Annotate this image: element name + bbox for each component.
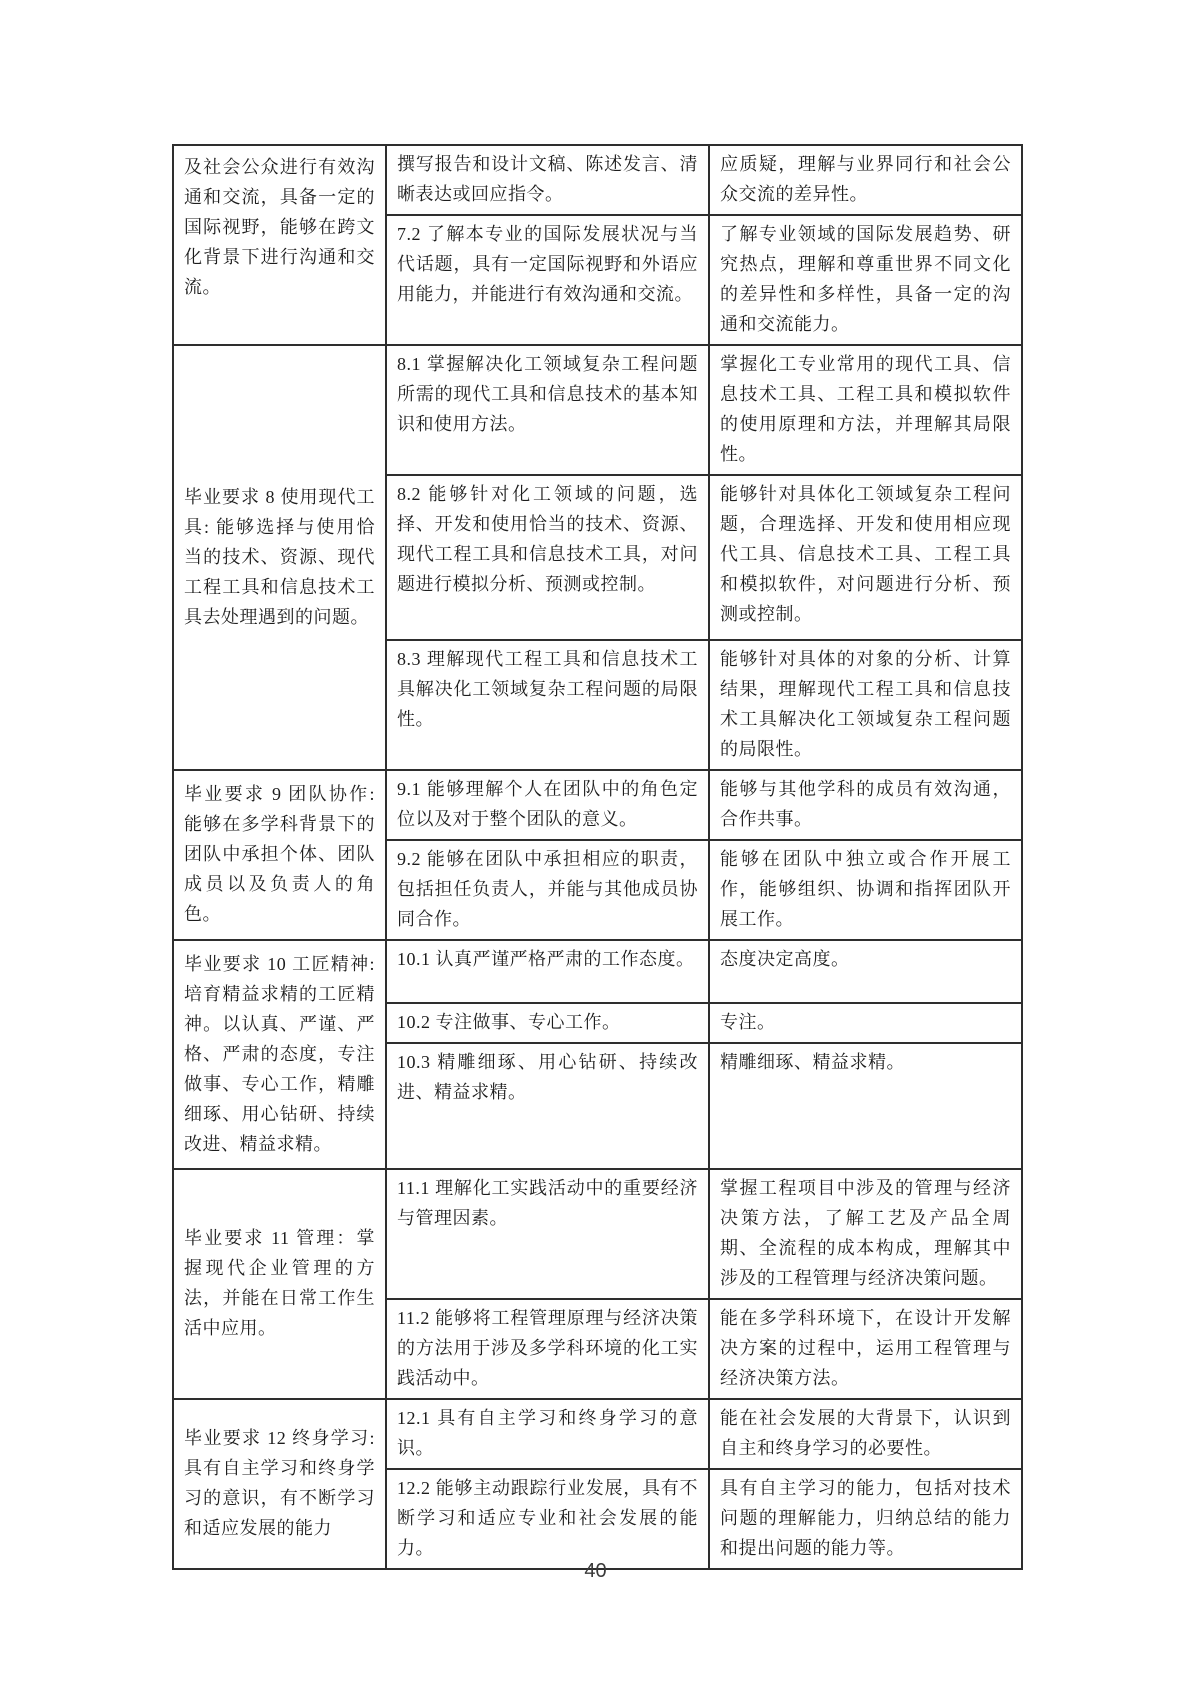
requirement-cell: 毕业要求 9 团队协作: 能够在多学科背景下的团队中承担个体、团队成员以及负责人的角色。 xyxy=(173,770,386,940)
requirement-cell: 及社会公众进行有效沟通和交流，具备一定的国际视野，能够在跨文化背景下进行沟通和交流。 xyxy=(173,145,386,345)
requirement-cell: 毕业要求 10 工匠精神: 培育精益求精的工匠精神。以认真、严谨、严格、严肃的态度，专注做事、专心工作，精雕细琢、用心钻研、持续改进、精益求精。 xyxy=(173,940,386,1169)
standard-cell: 能够在团队中独立或合作开展工作，能够组织、协调和指挥团队开展工作。 xyxy=(709,840,1022,940)
requirement-cell: 毕业要求 8 使用现代工具: 能够选择与使用恰当的技术、资源、现代工程工具和信息技术工具去处理遇到的问题。 xyxy=(173,345,386,770)
indicator-cell: 9.2 能够在团队中承担相应的职责，包括担任负责人，并能与其他成员协同合作。 xyxy=(386,840,709,940)
requirement-cell: 毕业要求 11 管理：掌握现代企业管理的方法，并能在日常工作生活中应用。 xyxy=(173,1169,386,1399)
requirement-cell: 毕业要求 12 终身学习: 具有自主学习和终身学习的意识，有不断学习和适应发展的能力 xyxy=(173,1399,386,1569)
standard-cell: 能够针对具体化工领域复杂工程问题，合理选择、开发和使用相应现代工具、信息技术工具、工程工具和模拟软件，对问题进行分析、预测或控制。 xyxy=(709,475,1022,640)
standard-cell: 应质疑，理解与业界同行和社会公众交流的差异性。 xyxy=(709,145,1022,215)
standard-cell: 态度决定高度。 xyxy=(709,940,1022,1003)
table-row xyxy=(173,145,1022,215)
standard-cell: 了解专业领域的国际发展趋势、研究热点，理解和尊重世界不同文化的差异性和多样性，具备一定的沟通和交流能力。 xyxy=(709,215,1022,345)
graduation-requirements-table xyxy=(172,144,1023,1570)
indicator-cell: 10.3 精雕细琢、用心钻研、持续改进、精益求精。 xyxy=(386,1043,709,1169)
indicator-cell: 12.1 具有自主学习和终身学习的意识。 xyxy=(386,1399,709,1469)
indicator-cell: 11.1 理解化工实践活动中的重要经济与管理因素。 xyxy=(386,1169,709,1299)
table-row xyxy=(173,345,1022,475)
table-row xyxy=(173,770,1022,840)
standard-cell: 精雕细琢、精益求精。 xyxy=(709,1043,1022,1169)
table-row xyxy=(173,1169,1022,1299)
indicator-cell: 撰写报告和设计文稿、陈述发言、清晰表达或回应指令。 xyxy=(386,145,709,215)
standard-cell: 具有自主学习的能力，包括对技术问题的理解能力，归纳总结的能力和提出问题的能力等。 xyxy=(709,1469,1022,1569)
indicator-cell: 8.3 理解现代工程工具和信息技术工具解决化工领域复杂工程问题的局限性。 xyxy=(386,640,709,770)
indicator-cell: 12.2 能够主动跟踪行业发展，具有不断学习和适应专业和社会发展的能力。 xyxy=(386,1469,709,1569)
indicator-cell: 7.2 了解本专业的国际发展状况与当代话题，具有一定国际视野和外语应用能力，并能进行有效沟通和交流。 xyxy=(386,215,709,345)
indicator-cell: 9.1 能够理解个人在团队中的角色定位以及对于整个团队的意义。 xyxy=(386,770,709,840)
standard-cell: 能在社会发展的大背景下，认识到自主和终身学习的必要性。 xyxy=(709,1399,1022,1469)
indicator-cell: 10.1 认真严谨严格严肃的工作态度。 xyxy=(386,940,709,1003)
standard-cell: 掌握工程项目中涉及的管理与经济决策方法，了解工艺及产品全周期、全流程的成本构成，理解其中涉及的工程管理与经济决策问题。 xyxy=(709,1169,1022,1299)
standard-cell: 能够针对具体的对象的分析、计算结果，理解现代工程工具和信息技术工具解决化工领域复杂工程问题的局限性。 xyxy=(709,640,1022,770)
table-row xyxy=(173,1399,1022,1469)
standard-cell: 掌握化工专业常用的现代工具、信息技术工具、工程工具和模拟软件的使用原理和方法，并理解其局限性。 xyxy=(709,345,1022,475)
indicator-cell: 11.2 能够将工程管理原理与经济决策的方法用于涉及多学科环境的化工实践活动中。 xyxy=(386,1299,709,1399)
indicator-cell: 8.2 能够针对化工领域的问题，选择、开发和使用恰当的技术、资源、现代工程工具和信息技术工具，对问题进行模拟分析、预测或控制。 xyxy=(386,475,709,640)
standard-cell: 能在多学科环境下，在设计开发解决方案的过程中，运用工程管理与经济决策方法。 xyxy=(709,1299,1022,1399)
table-row xyxy=(173,940,1022,1003)
page-number: 40 xyxy=(584,1560,607,1582)
indicator-cell: 8.1 掌握解决化工领域复杂工程问题所需的现代工具和信息技术的基本知识和使用方法。 xyxy=(386,345,709,475)
indicator-cell: 10.2 专注做事、专心工作。 xyxy=(386,1003,709,1043)
standard-cell: 专注。 xyxy=(709,1003,1022,1043)
standard-cell: 能够与其他学科的成员有效沟通，合作共事。 xyxy=(709,770,1022,840)
